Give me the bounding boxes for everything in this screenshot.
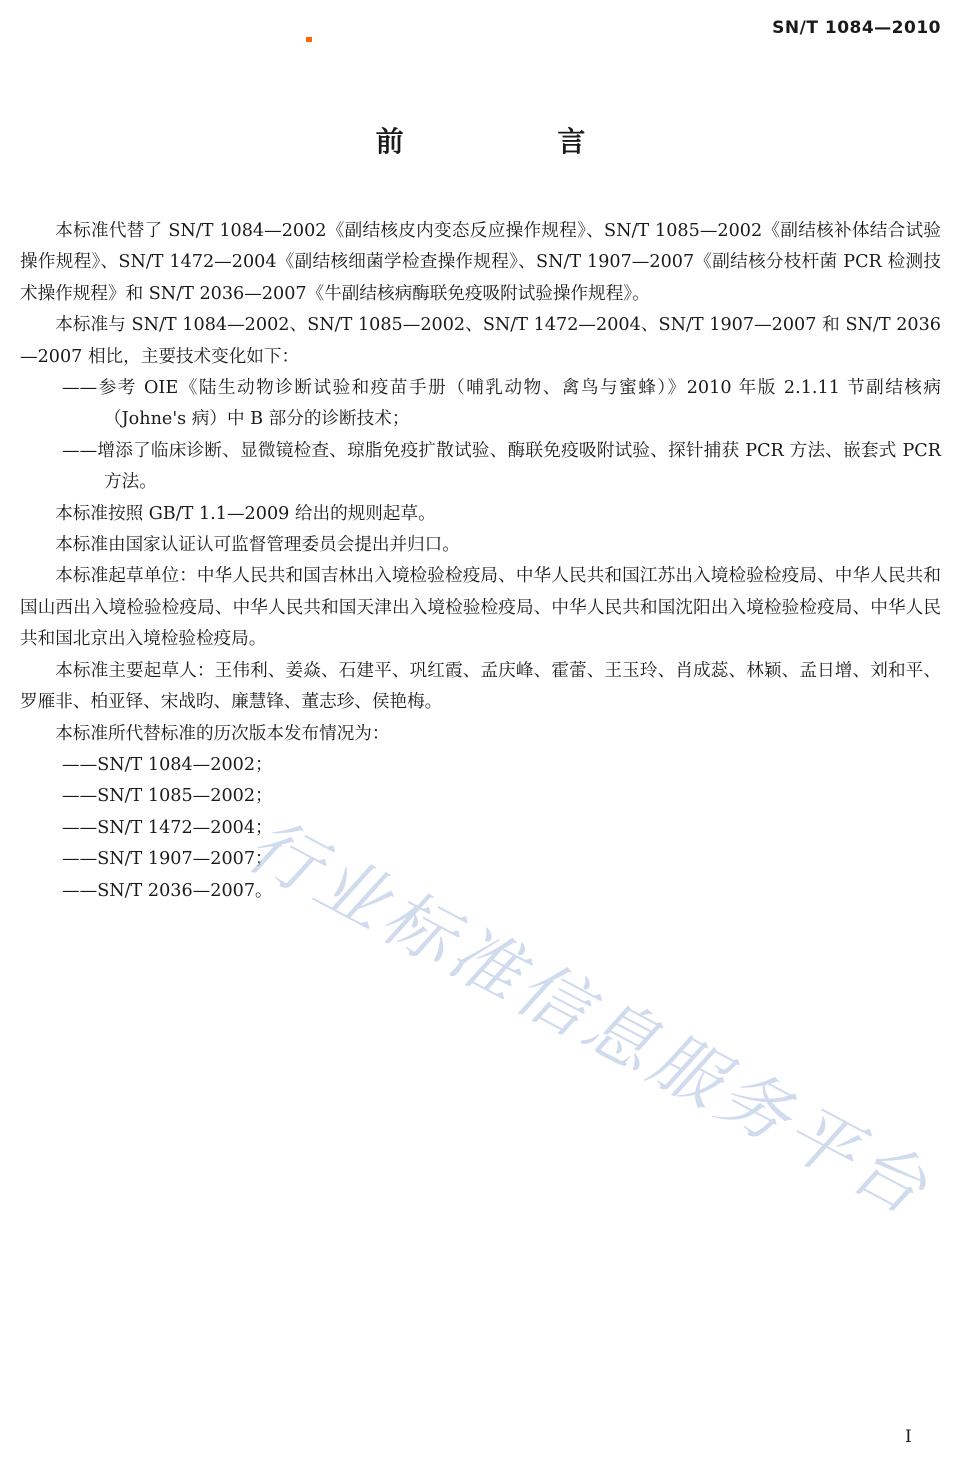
standard-code: SN/T 1084—2010 <box>772 18 941 38</box>
paragraph-history-intro: 本标准所代替标准的历次版本发布情况为： <box>55 723 390 744</box>
paragraph-comparison: 本标准与 SN/T 1084—2002、SN/T 1085—2002、SN/T 1472—2004、SN/T 1907—2007 和 SN/T 2036—2007 相比，主要技术变化如下： <box>20 315 941 367</box>
history-item: ——SN/T 1472—2004； <box>62 817 273 838</box>
watermark-text: 行业标准信息服务平台 <box>234 803 944 1233</box>
paragraph-drafters: 本标准主要起草人：王伟利、姜焱、石建平、巩红霞、孟庆峰、霍蕾、王玉玲、肖成蕊、林颖、孟日增、刘和平、罗雁非、柏亚铎、宋战昀、廉慧锋、董志珍、侯艳梅。 <box>20 660 941 713</box>
paragraph-drafting-units: 本标准起草单位：中华人民共和国吉林出入境检验检疫局、中华人民共和国江苏出入境检验检疫局、中华人民共和国山西出入境检验检疫局、中华人民共和国天津出入境检验检疫局、中华人民共和国沈阳出入境检验检疫局、中华人民共和国北京出入境检验检疫局。 <box>20 566 941 650</box>
paragraph-drafting-rules: 本标准按照 GB/T 1.1—2009 给出的规则起草。 <box>55 503 436 524</box>
foreword-body <box>20 216 941 907</box>
change-item-oie: ——参考 OIE《陆生动物诊断试验和疫苗手册（哺乳动物、禽鸟与蜜蜂）》2010 年版 2.1.11 节副结核病（Johne's 病）中 B 部分的诊断技术； <box>62 378 941 430</box>
history-item: ——SN/T 1084—2002； <box>62 754 273 775</box>
paragraph-proposer: 本标准由国家认证认可监督管理委员会提出并归口。 <box>55 535 460 556</box>
paragraph-replacement: 本标准代替了 SN/T 1084—2002《副结核皮内变态反应操作规程》、SN/T 1085—2002《副结核补体结合试验操作规程》、SN/T 1472—2004《副结核细菌学检查操作规程》、SN/T 1907—2007《副结核分枝杆菌 PCR 检测技术操作规程》和 SN/T 2036—2007《牛副结核病酶联免疫吸附试验操作规程》。 <box>20 221 941 304</box>
page-title: 前 言 <box>375 125 658 158</box>
change-item-methods: ——增添了临床诊断、显微镜检查、琼脂免疫扩散试验、酶联免疫吸附试验、探针捕获 PCR 方法、嵌套式 PCR 方法。 <box>62 440 942 493</box>
orange-marker <box>306 37 312 42</box>
history-item: ——SN/T 2036—2007。 <box>62 880 273 901</box>
page-number: I <box>905 1427 912 1447</box>
history-item: ——SN/T 1907—2007； <box>62 849 273 870</box>
history-item: ——SN/T 1085—2002； <box>62 786 273 807</box>
